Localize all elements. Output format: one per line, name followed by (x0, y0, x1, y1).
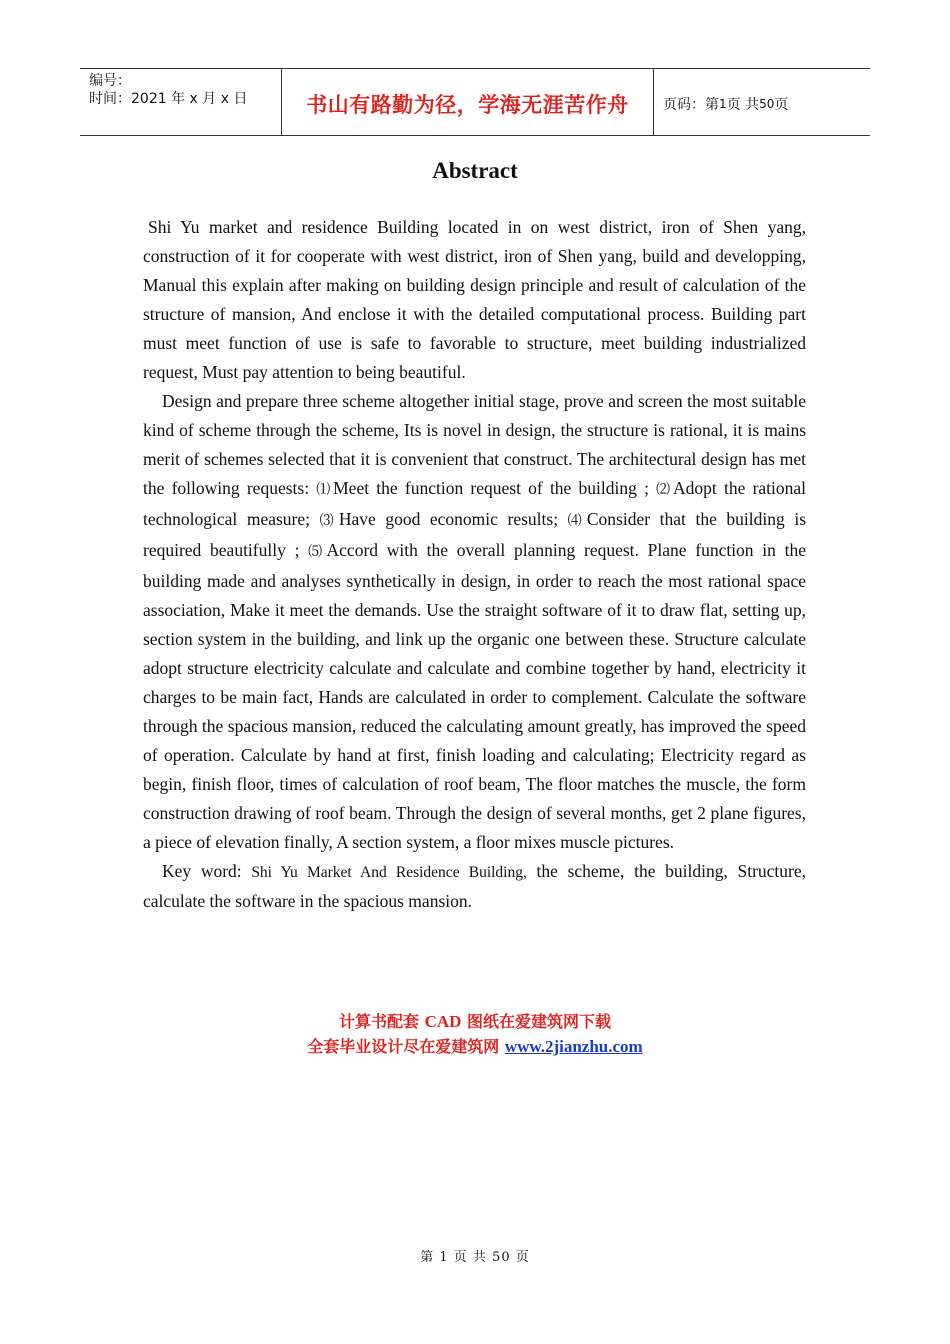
paragraph-2-d: Have good economic results; (338, 509, 568, 529)
enum-2: ⑵ (656, 483, 674, 498)
paragraph-2-f: Accord with the overall planning request. Plane function in the building made and analyses synthetically in design, in order to reach the most rational space association, Make it meet the demands. Use the straight software of it to draw flat, setting up, section system in the building, and link up the organic one between these. Structure calculate adopt structure electricity calculate and calculate and combine together by hand, electricity it charges to be main fact, Hands are calculated in order to complement. Calculate the software through the spacious mansion, reduced the calculating amount greatly, has improved the speed of operation. Calculate by hand at first, finish loading and calculating; Electricity regard as begin, finish floor, times of calculation of roof beam, The floor matches the muscle, the form construction drawing of roof beam. Through the design of several months, get 2 plane figures, a piece of elevation finally, A section system, a floor mixes muscle pictures. (143, 540, 807, 852)
paragraph-2 (143, 387, 806, 857)
page-label-pre: 页码：第 (663, 97, 719, 113)
page-title: Abstract (432, 158, 518, 183)
page-label-post: 页 (774, 97, 789, 113)
page-label-mid: 页 共 (726, 97, 760, 113)
header-meta (80, 69, 281, 135)
enum-5: ⑸ (308, 545, 327, 560)
page-current: 1 (719, 97, 727, 111)
enum-4: ⑷ (567, 514, 587, 529)
notice-text-line-2: 全套毕业设计尽在爱建筑网 (307, 1037, 505, 1056)
notice-text-cad: CAD (424, 1012, 462, 1031)
paragraph-1: Shi Yu market and residence Building located in on west district, iron of Shen yang, construction of it for cooperate with west district, iron of Shen yang, build and developping, Manual this explain after making on building design principle and result of calculation of the structure of mansion, And enclose it with the detailed computational process. Building part must meet function of use is safe to favorable to structure, meet building industrialized request, Must pay attention to being beautiful. (143, 217, 806, 382)
notice-text-c: 图纸在爱建筑网下载 (461, 1012, 611, 1031)
keywords-rest: the scheme, the building, Structure, calculate the software in the spacious mansion. (143, 861, 807, 911)
header-motto-cell (281, 69, 654, 135)
paragraph-2-e: Consider that the building is required beautifully ; (143, 509, 807, 560)
website-link[interactable]: www.2jianzhu.com (504, 1037, 643, 1056)
header-page-info (654, 69, 870, 135)
document-header (80, 68, 870, 136)
keywords-first: Shi Yu Market And Residence Building, (251, 864, 527, 881)
download-notice (0, 1009, 950, 1059)
paragraph-2-b: Meet the function request of the building ; (333, 478, 657, 498)
download-notice-line-1 (0, 1009, 950, 1034)
number-label: 编号： (89, 73, 131, 89)
enum-3: ⑶ (319, 514, 339, 529)
page-total: 50 (759, 97, 775, 111)
time-label: 时间：2021 年 x 月 x 日 (89, 91, 248, 107)
paragraph-2-a: Design and prepare three scheme altogether initial stage, prove and screen the most suitable kind of scheme through the scheme, Its is novel in design, the structure is rational, it is mains merit of schemes selected that it is convenient that construct. The architectural design has met the following requests: (143, 391, 806, 498)
page-footer: 第 1 页 共 50 页 (420, 1250, 530, 1265)
enum-1: ⑴ (316, 483, 334, 498)
keywords-paragraph (143, 857, 806, 916)
header-motto: 书山有路勤为径，学海无涯苦作舟 (306, 93, 629, 117)
abstract-body (143, 213, 806, 916)
notice-text-a: 计算书配套 (339, 1012, 425, 1031)
download-notice-line-2 (0, 1034, 950, 1059)
keywords-label: Key word: (162, 861, 252, 881)
paragraph-2-c: Adopt the rational technological measure; (143, 478, 807, 529)
